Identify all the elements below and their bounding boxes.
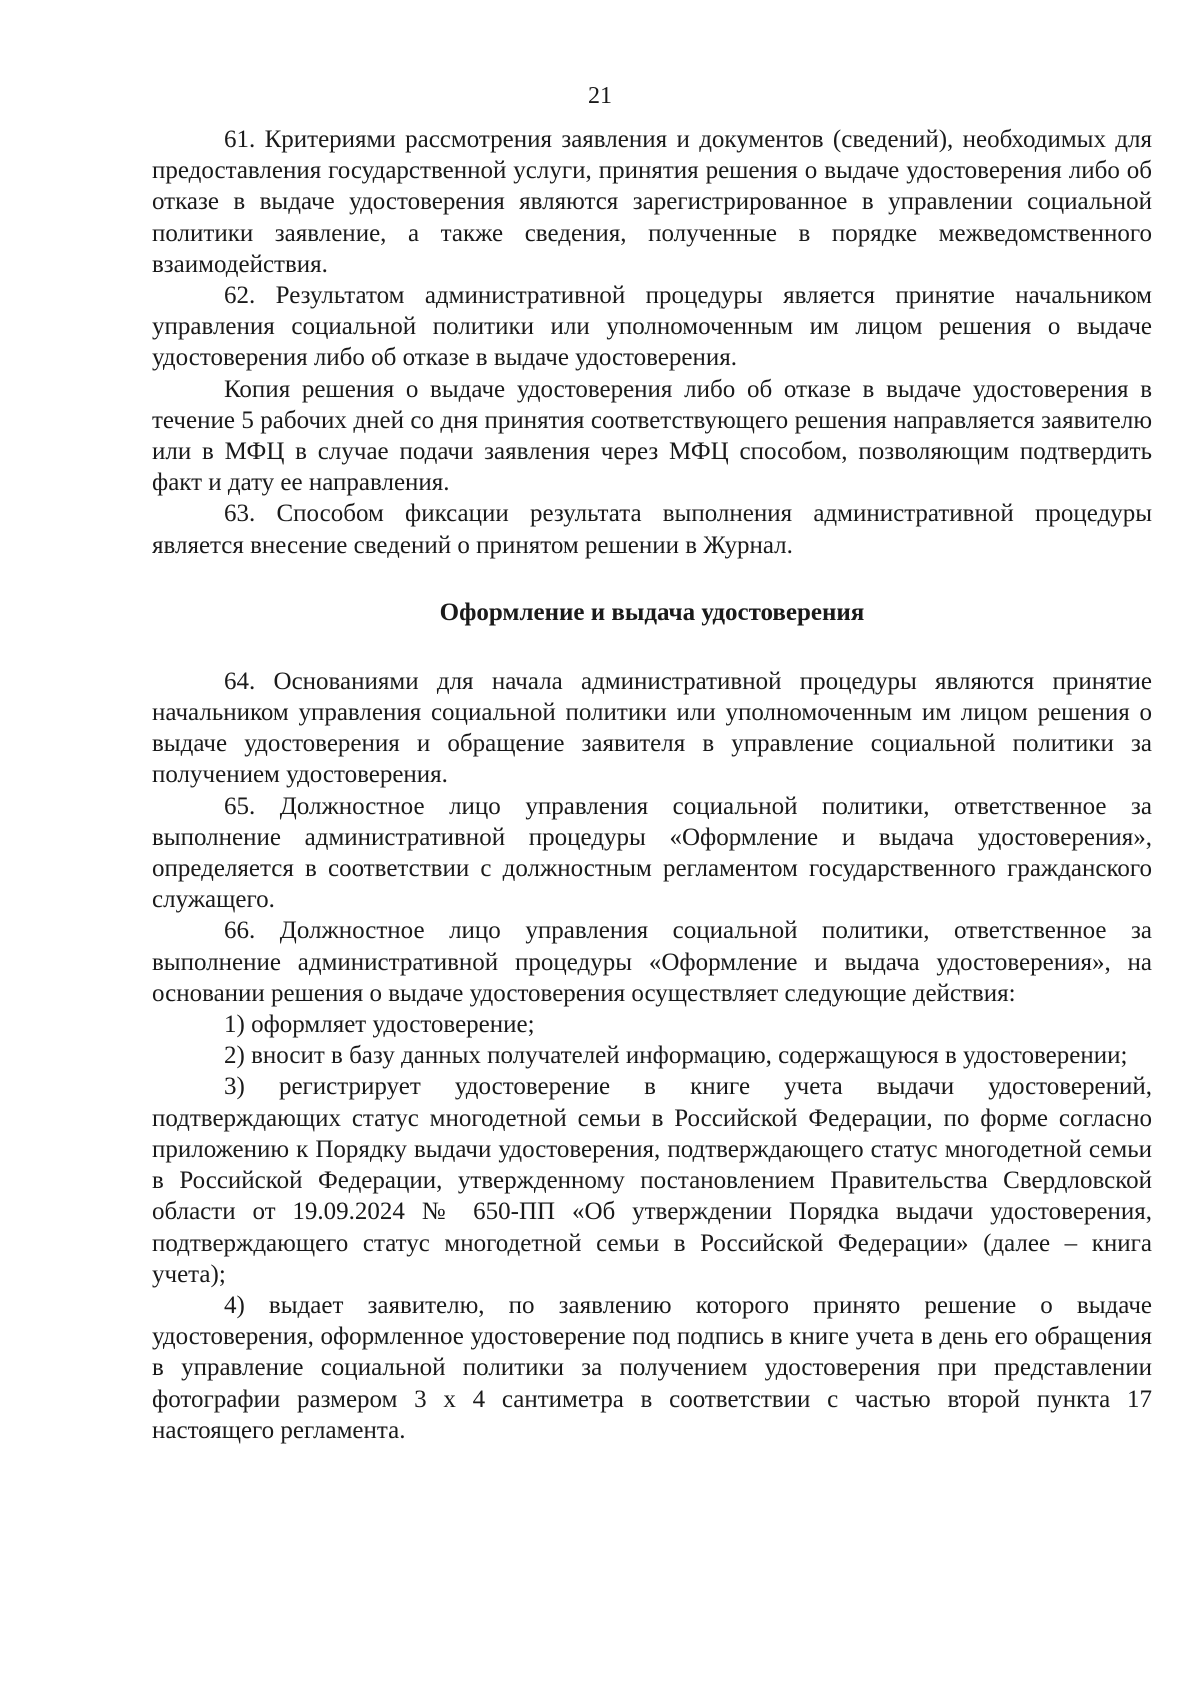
document-body xyxy=(152,124,1152,1446)
list-item-3: 3) регистрирует удостоверение в книге учета выдачи удостоверений, подтверждающих статус многодетной семьи в Российской Федерации, по форме согласно приложению к Порядку выдачи удостоверения, подтверждающего статус многодетной семьи в Российской Федерации, утвержденному постановлением Правительства Свердловской области от 19.09.2024 № 650-ПП «Об утверждении Порядка выдачи удостоверения, подтверждающего статус многодетной семьи в Российской Федерации» (далее – книга учета); xyxy=(152,1073,1152,1288)
section-heading: Оформление и выдача удостоверения xyxy=(439,598,865,626)
paragraph-62-copy: Копия решения о выдаче удостоверения либо об отказе в выдаче удостоверения в течение 5 рабочих дней со дня принятия соответствующего решения направляется заявителю или в МФЦ в случае подачи заявления через МФЦ способом, позволяющим подтвердить факт и дату ее направления. xyxy=(152,375,1152,497)
paragraph-61: 61. Критериями рассмотрения заявления и документов (сведений), необходимых для предоставления государственной услуги, принятия решения о выдаче удостоверения либо об отказе в выдаче удостоверения являются зарегистрированное в управлении социальной политики заявление, а также сведения, полученные в порядке межведомственного взаимодействия. xyxy=(152,126,1152,278)
paragraph-64: 64. Основаниями для начала административной процедуры являются принятие начальником управления социальной политики или уполномоченным им лицом решения о выдаче удостоверения и обращение заявителя в управление социальной политики за получением удостоверения. xyxy=(152,667,1152,789)
list-item-2: 2) вносит в базу данных получателей информацию, содержащуюся в удостоверении; xyxy=(224,1042,1128,1070)
paragraph-62: 62. Результатом административной процедуры является принятие начальником управления социальной политики или уполномоченным им лицом решения о выдаче удостоверения либо об отказе в выдаче удостоверения. xyxy=(152,282,1152,372)
paragraph-66: 66. Должностное лицо управления социальной политики, ответственное за выполнение административной процедуры «Оформление и выдача удостоверения», на основании решения о выдаче удостоверения осуществляет следующие действия: xyxy=(152,917,1152,1007)
paragraph-65: 65. Должностное лицо управления социальной политики, ответственное за выполнение административной процедуры «Оформление и выдача удостоверения», определяется в соответствии с должностным регламентом государственного гражданского служащего. xyxy=(152,792,1152,914)
list-item-4: 4) выдает заявителю, по заявлению которого принято решение о выдаче удостоверения, оформленное удостоверение под подпись в книге учета в день его обращения в управление социальной политики за получением удостоверения при представлении фотографии размером 3 x 4 сантиметра в соответствии с частью второй пункта 17 настоящего регламента. xyxy=(152,1291,1152,1444)
paragraph-63: 63. Способом фиксации результата выполнения административной процедуры является внесение сведений о принятом решении в Журнал. xyxy=(152,500,1152,559)
list-item-1: 1) оформляет удостоверение; xyxy=(224,1011,535,1039)
page-number: 21 xyxy=(588,83,612,109)
